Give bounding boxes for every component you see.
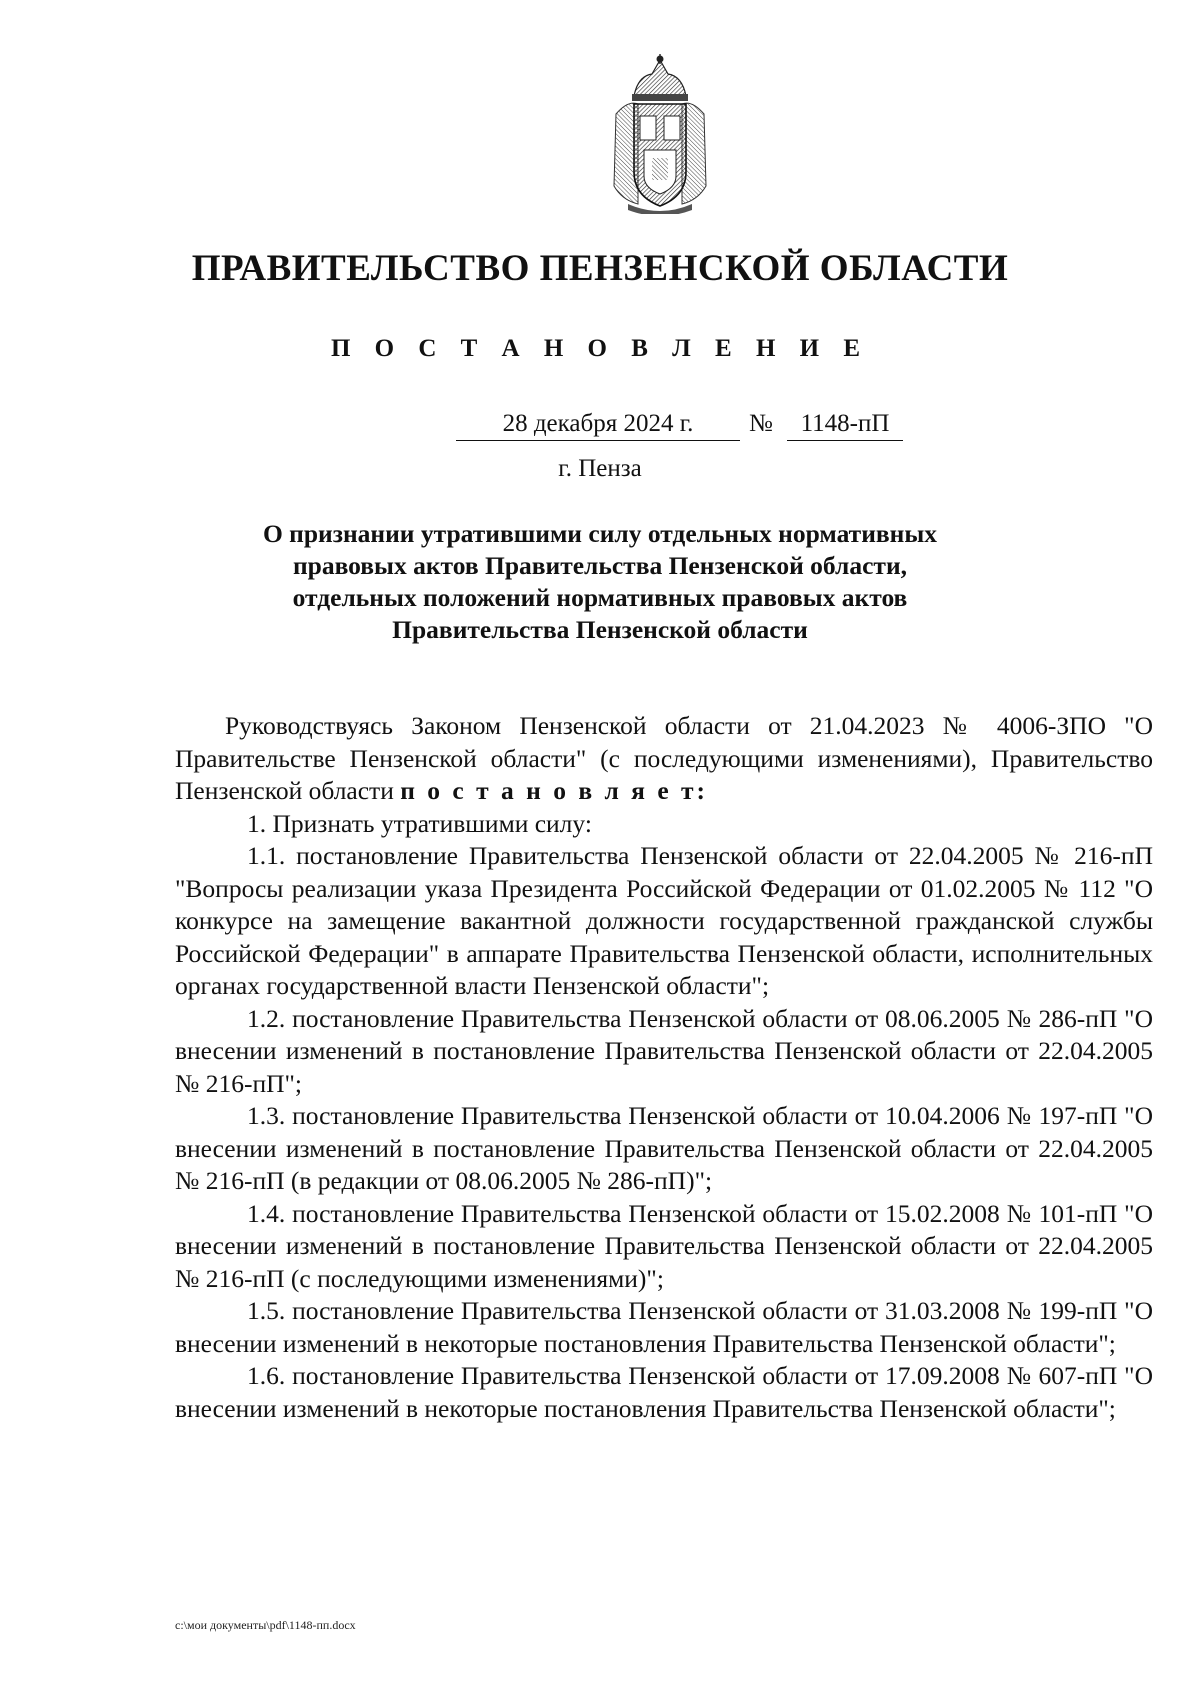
subject-line: отдельных положений нормативных правовых актов	[292, 583, 908, 612]
number-sign: №	[749, 410, 773, 437]
date-number-line	[0, 408, 1200, 442]
subject-line: Правительства Пензенской области	[392, 615, 808, 644]
subject-line: правовых актов Правительства Пензенской области,	[292, 551, 908, 580]
decides-word: п о с т а н о в л я е т:	[400, 776, 709, 805]
preamble-text: Руководствуясь Законом Пензенской области от 21.04.2023 № 4006-ЗПО "О Правительстве Пензенской области" (с последующими изменениями), Правительство Пензенской области	[175, 711, 1153, 805]
subitem-1-6: 1.6. постановление Правительства Пензенской области от 17.09.2008 № 607-пП "О внесении изменений в некоторые постановления Правительства Пензенской области";	[175, 1361, 1153, 1423]
subitem-1-3: 1.3. постановление Правительства Пензенской области от 10.04.2006 № 197-пП "О внесении изменений в постановление Правительства Пензенской области от 22.04.2005 № 216-пП (в редакции от 08.06.2005 № 286-пП)";	[175, 1101, 1153, 1195]
subitem-1-4: 1.4. постановление Правительства Пензенской области от 15.02.2008 № 101-пП "О внесении изменений в постановление Правительства Пензенской области от 22.04.2005 № 216-пП (с последующими изменениями)";	[175, 1198, 1153, 1293]
subitem-1-1: 1.1. постановление Правительства Пензенской области от 22.04.2005 № 216-пП "Вопросы реализации указа Президента Российской Федерации от 01.02.2005 № 112 "О конкурсе на замещение вакантной должности государственной гражданской службы Российской Федерации" в аппарате Правительства Пензенской области, исполнительных органах государственной власти Пензенской области";	[175, 841, 1153, 1000]
document-number: 1148-пП	[787, 408, 903, 441]
document-body	[175, 710, 1153, 1425]
subitem-1-2: 1.2. постановление Правительства Пензенской области от 08.06.2005 № 286-пП "О внесении изменений в постановление Правительства Пензенской области от 22.04.2005 № 216-пП";	[175, 1003, 1153, 1098]
file-path-footer: c:\мои документы\pdf\1148-пп.docx	[175, 1618, 356, 1632]
government-title: ПРАВИТЕЛЬСТВО ПЕНЗЕНСКОЙ ОБЛАСТИ	[191, 248, 1009, 289]
preamble-paragraph	[175, 710, 1153, 808]
document-date: 28 декабря 2024 г.	[456, 408, 740, 441]
item-1: 1. Признать утратившими силу:	[247, 808, 592, 838]
city: г. Пенза	[558, 455, 642, 482]
subitem-1-5: 1.5. постановление Правительства Пензенской области от 31.03.2008 № 199-пП "О внесении изменений в некоторые постановления Правительства Пензенской области";	[175, 1296, 1153, 1358]
document-type: П О С Т А Н О В Л Е Н И Е	[330, 335, 870, 362]
coat-of-arms-icon	[608, 54, 712, 214]
subject-line: О признании утратившими силу отдельных нормативных	[262, 519, 938, 548]
document-subject	[0, 518, 1200, 646]
